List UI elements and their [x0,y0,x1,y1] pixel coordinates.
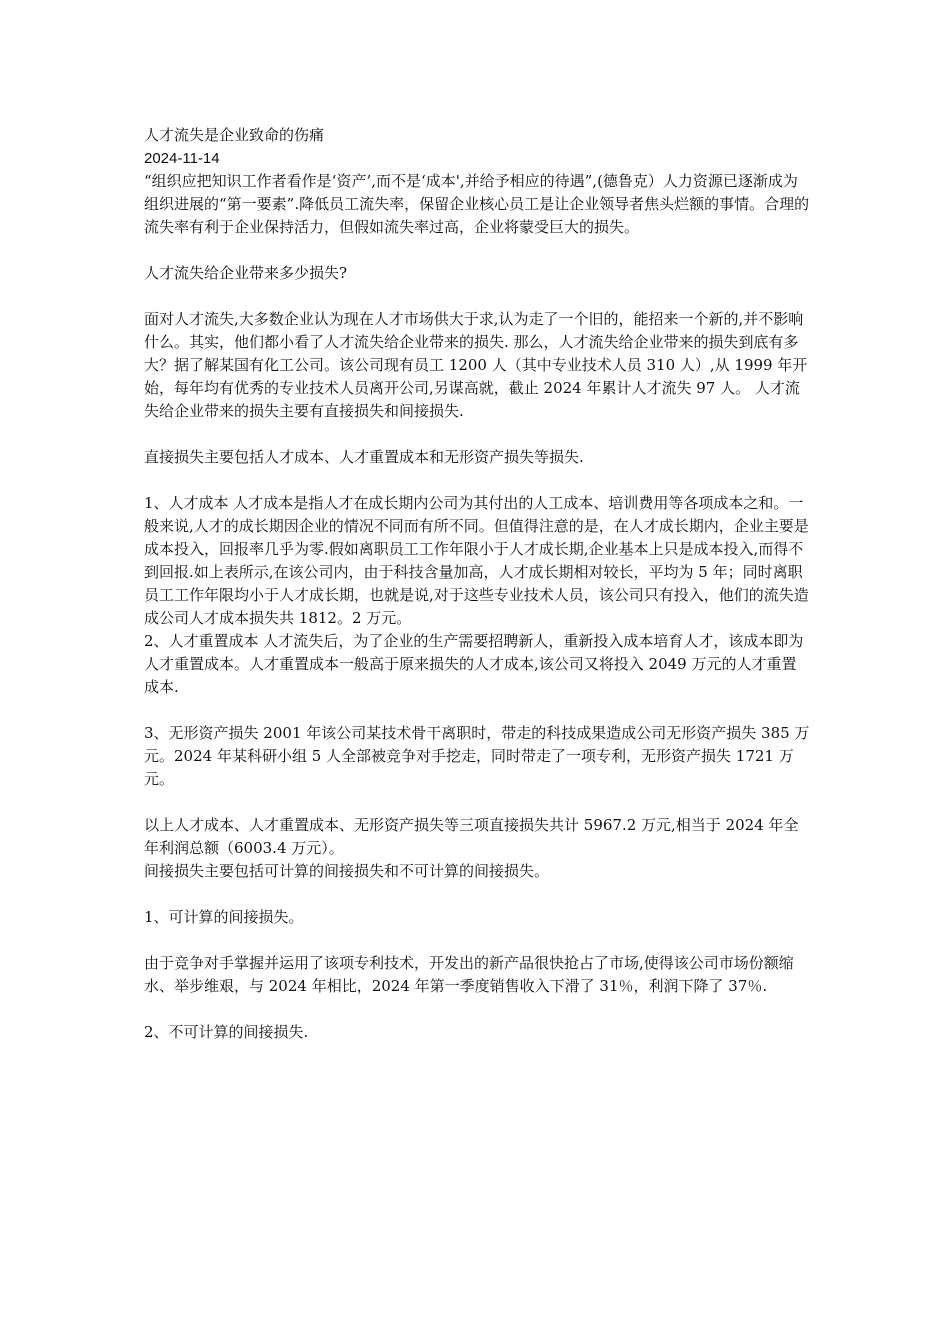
document-date: 2024-11-14 [144,150,220,167]
spacer [144,699,810,722]
spacer [144,929,810,952]
document-title: 人才流失是企业致命的伤痛 [144,126,325,144]
spacer [144,791,810,814]
paragraph-calculable-heading: 1、可计算的间接损失。 [144,908,304,926]
paragraph-incalculable-heading: 2、不可计算的间接损失. [144,1023,309,1041]
spacer [144,423,810,446]
paragraph-direct-total: 以上人才成本、人才重置成本、无形资产损失等三项直接损失共计 5967.2 万元,相当于 2024 年全年利润总额（6003.4 万元）。 [144,816,799,857]
paragraph-direct-losses: 直接损失主要包括人才成本、人才重置成本和无形资产损失等损失. [144,448,584,466]
paragraph-indirect-losses: 间接损失主要包括可计算的间接损失和不可计算的间接损失。 [144,862,550,880]
paragraph-replacement-cost: 2、人才重置成本 人才流失后，为了企业的生产需要招聘新人，重新投入成本培育人才，该成本即为人才重置成本。人才重置成本一般高于原来损失的人才成本,该公司又将投入 2049 万元的人才重置成本. [144,632,804,696]
spacer [144,469,810,492]
document-page [144,124,810,1044]
paragraph-company-case: 面对人才流失,大多数企业认为现在人才市场供大于求,认为走了一个旧的，能招来一个新的,并不影响什么。其实，他们都小看了人才流失给企业带来的损失. 那么，人才流失给企业带来的损失到底有多大？据了解某国有化工公司。该公司现有员工 1200 人（其中专业技术人员 310 人）,从 1999 年开始，每年均有优秀的专业技术人员离开公司,另谋高就，截止 2024 年累计人才流失 97 人。 人才流失给企业带来的损失主要有直接损失和间接损失. [144,310,808,420]
spacer [144,285,810,308]
paragraph-calculable-detail: 由于竞争对手掌握并运用了该项专利技术，开发出的新产品很快抢占了市场,使得该公司市场份额缩水、举步维艰，与 2024 年相比，2024 年第一季度销售收入下滑了 31％，利润下降了 37％. [144,954,794,995]
spacer [144,883,810,906]
paragraph-intangible-loss: 3、无形资产损失 2001 年该公司某技术骨干离职时，带走的科技成果造成公司无形资产损失 385 万元。2024 年某科研小组 5 人全部被竞争对手挖走，同时带走了一项专利，无形资产损失 1721 万元。 [144,724,810,788]
spacer [144,239,810,262]
paragraph-intro: “组织应把知识工作者看作是‘资产’,而不是‘成本',并给予相应的待遇”,(德鲁克）人力资源已逐渐成为组织进展的“第一要素”.降低员工流失率，保留企业核心员工是让企业领导者焦头烂额的事情。合理的流失率有利于企业保持活力，但假如流失率过高，企业将蒙受巨大的损失。 [144,172,810,236]
spacer [144,998,810,1021]
section-heading-losses: 人才流失给企业带来多少损失? [144,264,348,282]
paragraph-talent-cost: 1、人才成本 人才成本是指人才在成长期内公司为其付出的人工成本、培训费用等各项成本之和。一般来说,人才的成长期因企业的情况不同而有所不同。但值得注意的是，在人才成长期内，企业主要是成本投入，回报率几乎为零.假如离职员工工作年限小于人才成长期,企业基本上只是成本投入,而得不到回报.如上表所示,在该公司内，由于科技含量加高，人才成长期相对较长，平均为 5 年；同时离职员工工作年限均小于人才成长期，也就是说,对于这些专业技术人员，该公司只有投入，他们的流失造成公司人才成本损失共 1812。2 万元。 [144,494,809,627]
